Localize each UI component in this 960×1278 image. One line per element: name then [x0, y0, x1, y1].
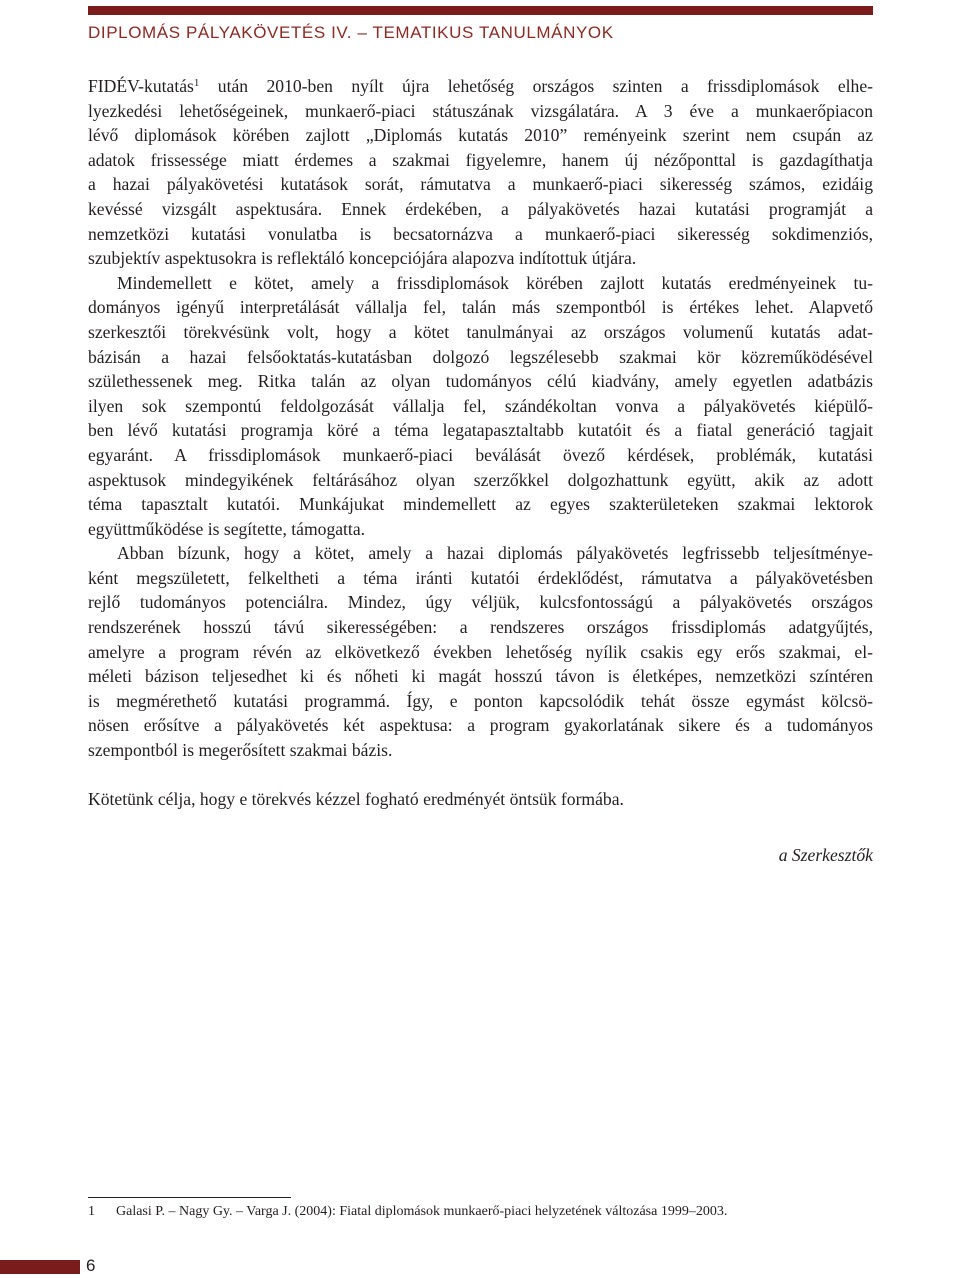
running-header: DIPLOMÁS PÁLYAKÖVETÉS IV. – TEMATIKUS TANULMÁNYOK [88, 23, 614, 42]
paragraph-line: egyaránt. A frissdiplomások munkaerő-piaci beválását övező kérdések, problémák, kutatási [88, 444, 873, 465]
paragraph-line: rendszerének hosszú távú sikerességében: a rendszeres országos frissdiplomás adatgyűjtés, [88, 617, 873, 638]
paragraph-line: szubjektív aspektusokra is reflektáló koncepciójára alapozva indítottuk útjára. [88, 248, 637, 269]
paragraph-spacer [88, 763, 873, 787]
text-fragment: FIDÉV-kutatás [88, 76, 194, 96]
paragraph-line: nemzetközi kutatási vonulatba is becsatornázva a munkaerő-piaci sikeresség sokdimenziós, [88, 223, 873, 244]
paragraph-line: bázisán a hazai felsőoktatás-kutatásban dolgozó legszélesebb szakmai kör közreműködésével [88, 346, 873, 367]
paragraph-line: ként megszületett, felkeltheti a téma iránti kutatói érdeklődést, rámutatva a pályakövetésben [88, 567, 873, 588]
header-rule [88, 6, 873, 15]
closing-sentence: Kötetünk célja, hogy e törekvés kézzel fogható eredményét öntsük formába. [88, 788, 624, 809]
paragraph-line: téma tapasztalt kutatói. Munkájukat mindemellett az egyes szakterületeken szakmai lektorok [88, 494, 873, 515]
paragraph-line: Mindemellett e kötet, amely a frissdiplomások körében zajlott kutatás eredményeinek tu- [117, 272, 873, 293]
paragraph-line: szerkesztői törekvésünk volt, hogy a kötet tanulmányai az országos volumenű kutatás adat- [88, 321, 873, 342]
paragraph-line: adatok frissessége miatt érdemes a szakmai figyelemre, hanem új nézőponttal is gazdagíthatja [88, 149, 873, 170]
paragraph-2 [88, 271, 873, 542]
paragraph-line: Abban bízunk, hogy a kötet, amely a hazai diplomás pályakövetés legfrissebb teljesítménye- [117, 543, 873, 564]
paragraph-line: méleti bázison teljesedhet ki és nőheti ki magát hosszú távon is életképes, nemzetközi színtéren [88, 666, 873, 687]
footnote [88, 1204, 873, 1220]
page-number: 6 [86, 1256, 96, 1275]
paragraph-line: ben lévő kutatási programja köré a téma legatapasztaltabb kutatóit és a fiatal generáció tagjait [88, 420, 873, 441]
paragraph-line: kevéssé vizsgált aspektusára. Ennek érdekében, a pályakövetés hazai kutatási programját a [88, 198, 873, 219]
page-number-bar [0, 1260, 80, 1274]
paragraph-line: nösen erősítve a pályakövetés két aspektusa: a program gyakorlatának sikere és a tudományos [88, 715, 873, 736]
paragraph-3 [88, 541, 873, 762]
paragraph-line: születhessenek meg. Ritka talán az olyan tudományos célú kiadvány, amely egyetlen adatbázis [88, 371, 873, 392]
paragraph-line [88, 74, 873, 99]
paragraph-line: együttműködése is segítette, támogatta. [88, 518, 366, 539]
paragraph-line: a hazai pályakövetési kutatások sorát, rámutatva a munkaerő-piaci sikeresség számos, ezidáig [88, 174, 873, 195]
paragraph-line: lyezkedési lehetőségeinek, munkaerő-piaci státuszának vizsgálatára. A 3 éve a munkaerőpiacon [88, 100, 873, 121]
footnote-number: 1 [88, 1204, 95, 1219]
signature: a Szerkesztők [778, 845, 873, 865]
footnote-text: Galasi P. – Nagy Gy. – Varga J. (2004): Fiatal diplomások munkaerő-piaci helyzetének változása 1999–2003. [116, 1204, 728, 1219]
paragraph-1 [88, 74, 873, 271]
paragraph-line: dományos igényű interpretálását vállalja fel, talán más szempontból is értékes lehet. Alapvető [88, 297, 873, 318]
footnote-reference[interactable]: 1 [193, 77, 200, 89]
paragraph-line: amelyre a program révén az elkövetkező években lehetőség nyílik csakis egy erős szakmai, el- [88, 641, 873, 662]
main-text [88, 74, 873, 811]
paragraph-line: is megmérethető kutatási programmá. Így, e ponton kapcsolódik tehát össze egymást kölcsö- [88, 690, 873, 711]
text-fragment: után 2010-ben nyílt újra lehetőség országos szinten a frissdiplomások elhe- [199, 76, 873, 96]
paragraph-line: rejlő tudományos potenciálra. Mindez, úgy véljük, kulcsfontosságú a pályakövetés országos [88, 592, 873, 613]
footnote-rule [88, 1197, 291, 1198]
paragraph-line: aspektusok mindegyikének feltárásához olyan szerzőkkel dolgozhattunk együtt, akik az adott [88, 469, 873, 490]
paragraph-line: szempontból is megerősített szakmai bázis. [88, 740, 393, 761]
paragraph-line: lévő diplomások körében zajlott „Diplomás kutatás 2010” reményeink szerint nem csupán az [88, 125, 873, 146]
paragraph-line: ilyen sok szempontú feldolgozását vállalja fel, szándékoltan vonva a pályakövetés kiépülő- [88, 395, 873, 416]
